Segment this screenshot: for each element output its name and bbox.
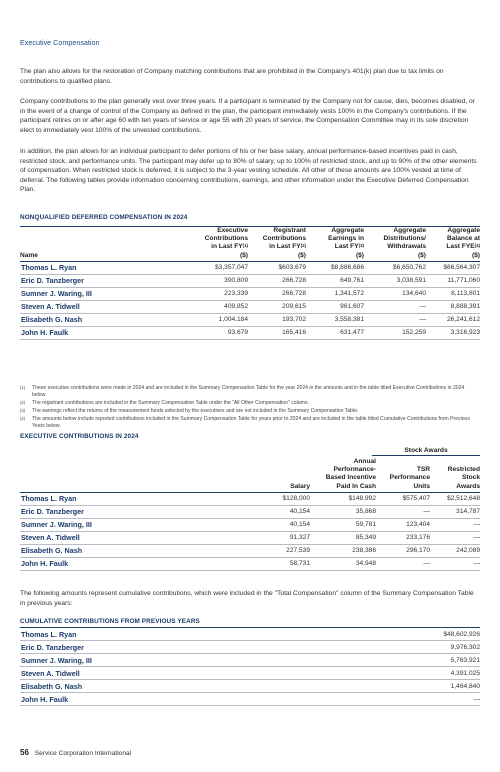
cell-earnings: 631,477 [306,326,364,339]
footnote: (2) The registrant contributions are included in the Summary Compensation Table under the "All Other Compensation" column. [20,400,310,407]
cell-annual-incentive: $148,992 [310,492,376,505]
cell-exec-contrib: 409,852 [190,300,248,313]
cell-distributions: — [364,313,426,326]
company-name: Service Corporation International [34,750,132,757]
ndc-footnotes [20,385,480,432]
cell-salary: $128,000 [250,492,310,505]
paragraph-cumulative: The following amounts represent cumulative contributions, which were included in the "Total Compensation" column of the Summary Compensation Table in previous years: [20,590,474,607]
cell-balance: $66,564,307 [426,261,480,274]
page-number: 56 [20,748,29,757]
row-name: John H. Faulk [20,693,320,706]
table-row [20,505,480,518]
row-name: Eric D. Tanzberger [20,641,320,654]
footnote: (4) The amounts below include reported contributions included in the Summary Compensation Table for years prior to 2024 and are included in the table titled Cumulative Contributions from Previous Years below. [20,416,470,430]
cell-balance: 8,888,391 [426,300,480,313]
cell-cumulative: 1,464,840 [320,680,480,693]
table-row [20,300,480,313]
col-header-agg-distributions: Aggregate Distributions/ Withdrawals ($) [364,227,426,262]
footnote: (1) These executive contributions were made in 2024 and are included in the Summary Compensation Table for the year 2024 in the amounts and in the table titled Executive Contributions in 2024 below. [20,385,465,399]
cell-salary: 58,731 [250,557,310,570]
cell-reg-contrib: 209,615 [248,300,306,313]
cell-salary: 91,327 [250,531,310,544]
col-header-name: Name [20,227,190,262]
row-name: Steven A. Tidwell [20,531,250,544]
cell-cumulative: 4,391,025 [320,667,480,680]
col-header-salary: Salary [250,458,310,492]
cell-salary: 40,154 [250,505,310,518]
ndc-table [20,226,480,340]
col-header-tsr-units: TSR Performance Units [376,458,430,492]
cell-balance: 3,316,923 [426,326,480,339]
table-row [20,261,480,274]
cell-exec-contrib: $3,357,047 [190,261,248,274]
cell-earnings: 961,607 [306,300,364,313]
table-row [20,313,480,326]
row-name: Eric D. Tanzberger [20,505,250,518]
cell-restricted-stock: — [430,557,480,570]
cum-table-title: CUMULATIVE CONTRIBUTIONS FROM PREVIOUS YEARS [20,618,200,625]
paragraph-restoration: The plan also allows for the restoration of Company matching contributions that are prohibited in the Company's 401(k) plan due to tax limits on contributions to qualified plans. [20,68,444,85]
ndc-header-row [20,227,480,262]
col-header-restricted-stock: Restricted Stock Awards [430,458,480,492]
cell-reg-contrib: $603,679 [248,261,306,274]
cell-balance: 26,241,612 [426,313,480,326]
col-header-reg-contrib: Registrant Contributions in Last FY$^{(2)}$ ($) [248,227,306,262]
cell-reg-contrib: 193,702 [248,313,306,326]
row-name: John H. Faulk [20,326,190,339]
cell-exec-contrib: 93,679 [190,326,248,339]
cell-cumulative: — [320,693,480,706]
page-footer [20,748,131,757]
cell-reg-contrib: 266,728 [248,274,306,287]
paragraph-vesting: Company contributions to the plan generally vest over three years. If a participant is terminated by the Company not for cause, dies, becomes disabled, or in the event of a change of control of the Company as defined in the plan, the participant immediately vests 100% in the Company's contributions. If the participant retires on or after age 60 with ten years of service or age 55 with 20 years of service, the Compensation Committee may in its sole discretion elect to immediately vest 100% of the unvested contributions. [20,98,475,134]
cell-restricted-stock: 314,787 [430,505,480,518]
cell-restricted-stock: 242,089 [430,544,480,557]
row-name: Sumner J. Waring, III [20,518,250,531]
col-header-exec-contrib: Executive Contributions in Last FY$^{(1)}$ ($) [190,227,248,262]
paragraph-deferral: In addition, the plan allows for an individual participant to defer portions of his or her base salary, annual performance-based incentives paid in cash, restricted stock, and performance units. The participant may defer up to 80% of salary, up to 100% of restricted stock, and up to 90% of the other elements of compensation. When restricted stock is deferred, it is subject to the 3-year vesting schedule. All other of these amounts are 100% vested at time of deferral. The following tables provide information concerning contributions, earnings, and other information under the Executive Deferred Compensation Plan. [20,148,477,194]
cell-tsr-units: 233,176 [376,531,430,544]
row-name: Thomas L. Ryan [20,261,190,274]
table-row [20,531,480,544]
col-header-annual-incentive: Annual Performance- Based Incentive Paid In Cash [310,458,376,492]
table-row [20,274,480,287]
cell-earnings: 3,558,381 [306,313,364,326]
cell-distributions: — [364,300,426,313]
table-row [20,693,480,706]
cell-tsr-units: $575,407 [376,492,430,505]
row-name: Elisabeth G. Nash [20,313,190,326]
stock-awards-group-label: Stock Awards [372,446,480,456]
cell-salary: 40,154 [250,518,310,531]
cell-annual-incentive: 85,349 [310,531,376,544]
row-name: Eric D. Tanzberger [20,274,190,287]
cell-earnings: $8,886,686 [306,261,364,274]
cell-tsr-units: — [376,557,430,570]
cell-cumulative: 9,976,302 [320,641,480,654]
table-row [20,628,480,641]
cell-distributions: 152,259 [364,326,426,339]
cell-earnings: 1,341,572 [306,287,364,300]
ndc-table-title: NONQUALIFIED DEFERRED COMPENSATION IN 2024 [20,214,188,221]
row-name: Steven A. Tidwell [20,667,320,680]
cell-cumulative: 5,763,921 [320,654,480,667]
cell-restricted-stock: — [430,531,480,544]
cell-cumulative: $48,602,926 [320,628,480,641]
table-row [20,492,480,505]
col-header-agg-balance: Aggregate Balance at Last FYE$^{(4)}$ ($) [426,227,480,262]
cell-reg-contrib: 165,416 [248,326,306,339]
table-row [20,544,480,557]
cell-tsr-units: — [376,505,430,518]
cell-exec-contrib: 390,809 [190,274,248,287]
cell-tsr-units: 123,404 [376,518,430,531]
table-row [20,641,480,654]
footnote: (3) The earnings reflect the returns of the measurement funds selected by the executives and are not included in the Summary Compensation Table. [20,408,359,415]
table-row [20,667,480,680]
cell-distributions: $6,650,762 [364,261,426,274]
table-row [20,518,480,531]
col-header-agg-earnings: Aggregate Earnings in Last FY$^{(3)}$ ($) [306,227,364,262]
cell-annual-incentive: 238,386 [310,544,376,557]
cell-exec-contrib: 223,339 [190,287,248,300]
cum-table [20,627,480,706]
exec-table-title: EXECUTIVE CONTRIBUTIONS IN 2024 [20,433,139,440]
row-name: Thomas L. Ryan [20,492,250,505]
cell-salary: 227,539 [250,544,310,557]
cell-restricted-stock: $2,512,648 [430,492,480,505]
row-name: Steven A. Tidwell [20,300,190,313]
row-name: Elisabeth G. Nash [20,544,250,557]
cell-restricted-stock: — [430,518,480,531]
table-row [20,654,480,667]
cell-earnings: 649,761 [306,274,364,287]
cell-annual-incentive: 35,868 [310,505,376,518]
table-row [20,287,480,300]
cell-reg-contrib: 266,728 [248,287,306,300]
section-header: Executive Compensation [20,38,100,47]
table-row [20,680,480,693]
row-name: Thomas L. Ryan [20,628,320,641]
cell-exec-contrib: 1,004,184 [190,313,248,326]
table-row [20,326,480,339]
exec-header-row [20,458,480,492]
row-name: Sumner J. Waring, III [20,654,320,667]
row-name: Sumner J. Waring, III [20,287,190,300]
row-name: John H. Faulk [20,557,250,570]
exec-table [20,458,480,571]
cell-annual-incentive: 34,948 [310,557,376,570]
table-row [20,557,480,570]
row-name: Elisabeth G. Nash [20,680,320,693]
cell-tsr-units: 296,170 [376,544,430,557]
cell-distributions: 3,038,591 [364,274,426,287]
cell-balance: 8,113,801 [426,287,480,300]
cell-annual-incentive: 59,781 [310,518,376,531]
cell-distributions: 134,640 [364,287,426,300]
cell-balance: 11,771,060 [426,274,480,287]
